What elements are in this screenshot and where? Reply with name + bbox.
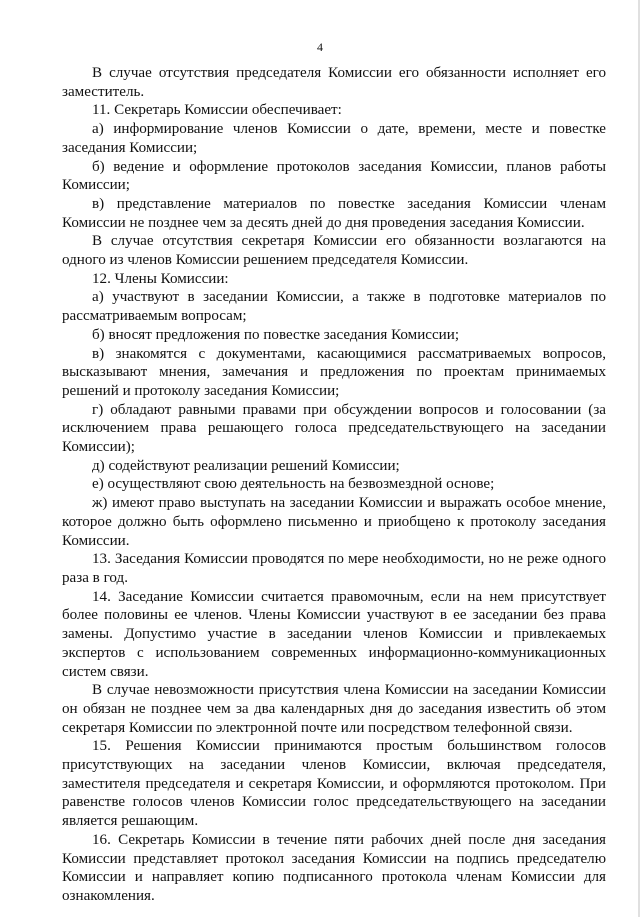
paragraph-12e: е) осуществляют свою деятельность на безвозмездной основе; <box>92 476 495 493</box>
paragraph-12v: в) знакомятся с документами, касающимися рассматриваемых вопросов, высказывают мнения, замечания и предложения по проектам принимаемых решений и протоколу заседания Комиссии; <box>62 345 606 399</box>
paragraph-12b: б) вносят предложения по повестке заседания Комиссии; <box>92 326 460 343</box>
paragraph-12g: г) обладают равными правами при обсуждении вопросов и голосовании (за исключением права решающего голоса председательствующего на заседании Комиссии); <box>62 401 606 456</box>
document-body <box>62 64 606 906</box>
page-number: 4 <box>317 40 323 54</box>
paragraph-12-heading: 12. Члены Комиссии: <box>92 270 229 287</box>
paragraph-secretary-absence: В случае отсутствия секретаря Комиссии его обязанности возлагаются на одного из членов Комиссии решением председателя Комиссии. <box>62 233 606 269</box>
paragraph-11v: в) представление материалов по повестке заседания Комиссии членам Комиссии не позднее чем за десять дней до дня проведения заседания Комиссии. <box>62 195 606 231</box>
paragraph-16: 16. Секретарь Комиссии в течение пяти рабочих дней после дня заседания Комиссии представляет протокол заседания Комиссии на подпись председателю Комиссии и направляет копию подписанного протокола членам Комиссии для ознакомления. <box>62 831 606 904</box>
paragraph-deputy-acts: В случае отсутствия председателя Комиссии его обязанности исполняет его заместитель. <box>62 65 606 100</box>
paragraph-11-heading: 11. Секретарь Комиссии обеспечивает: <box>92 102 342 119</box>
paragraph-12a: а) участвуют в заседании Комиссии, а также в подготовке материалов по рассматриваемым вопросам; <box>62 289 606 325</box>
paragraph-15: 15. Решения Комиссии принимаются простым большинством голосов присутствующих на заседании членов Комиссии, включая председателя, заместителя председателя и секретаря Комиссии, и оформляются протоколом. При равенстве голосов членов Комиссии голос председательствующего на заседании является решающим. <box>62 738 606 830</box>
paragraph-13: 13. Заседания Комиссии проводятся по мере необходимости, но не реже одного раза в год. <box>62 551 606 586</box>
paragraph-11b: б) ведение и оформление протоколов заседания Комиссии, планов работы Комиссии; <box>62 158 606 194</box>
paragraph-12d: д) содействуют реализации решений Комиссии; <box>92 457 400 474</box>
paragraph-member-absence: В случае невозможности присутствия члена Комиссии на заседании Комиссии он обязан не позднее чем за два календарных дня до заседания известить об этом секретаря Комиссии по электронной почте или посредством телефонной связи. <box>62 682 606 736</box>
paragraph-12zh: ж) имеют право выступать на заседании Комиссии и выражать особое мнение, которое должно быть оформлено письменно и приобщено к протоколу заседания Комиссии. <box>62 495 606 549</box>
paragraph-11a: а) информирование членов Комиссии о дате, времени, месте и повестке заседания Комиссии; <box>62 121 606 156</box>
paragraph-14: 14. Заседание Комиссии считается правомочным, если на нем присутствует более половины ее членов. Члены Комиссии участвуют в ее заседании без права замены. Допустимо участие в заседании членов Комиссии и привлекаемых экспертов с использованием современных информационно-коммуникационных систем связи. <box>62 588 606 680</box>
